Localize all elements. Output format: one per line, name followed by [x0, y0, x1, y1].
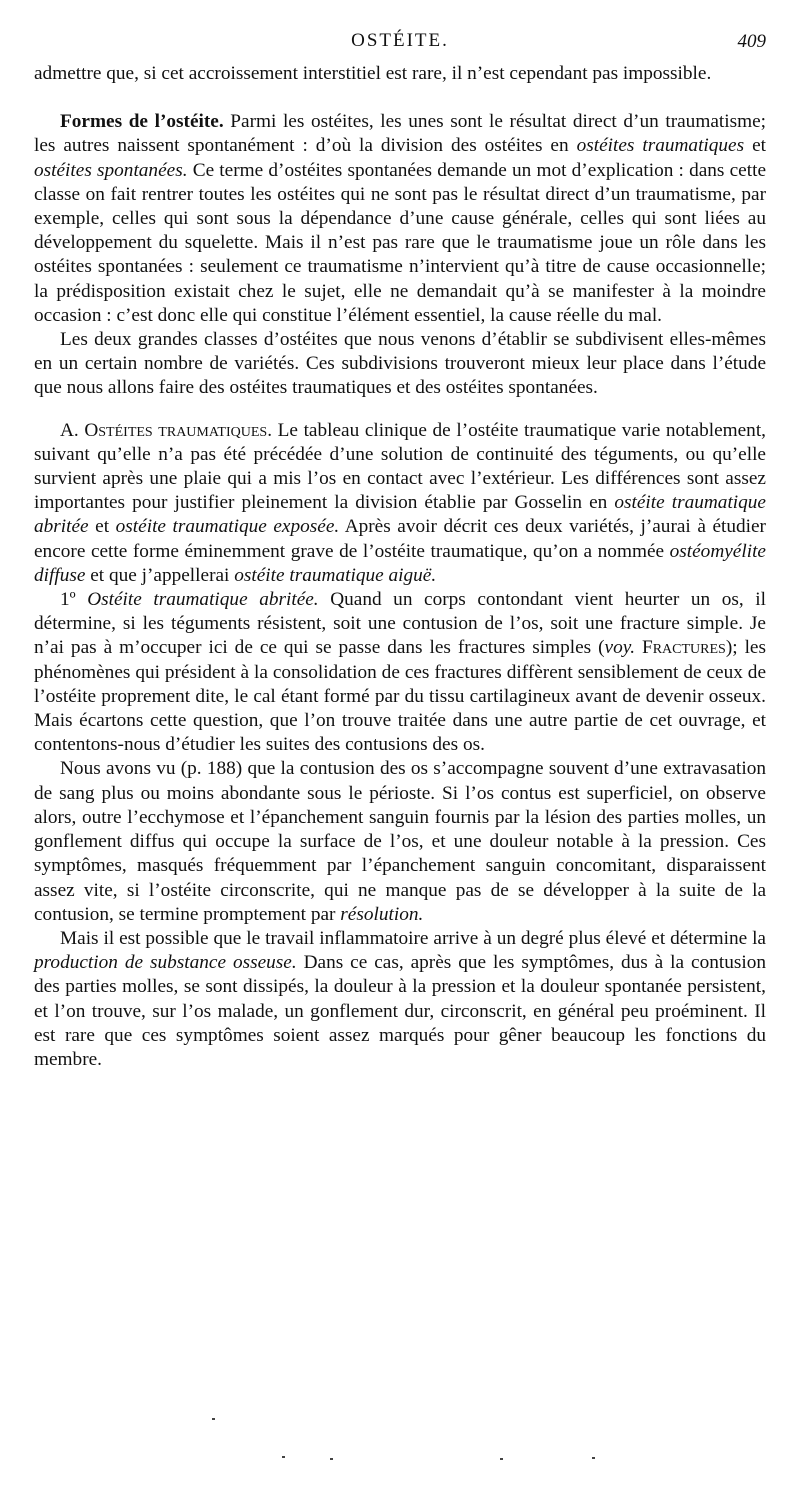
page-header: [34, 30, 766, 56]
paragraph-text: Nous avons vu (p. 188) que la contusion des os s’accompagne souvent d’une extravasation de sang plus ou moins abondante sous le périoste. Si l’os contus est superficiel, on observe alors, outre l’ecchymose et l’épanchement sanguin fournis par la lésion des parties molles, un gonflement diffus qui occupe la surface de l’os, et une douleur notable à la pression. Ces symptômes, masqués fréquemment par l’épanchement sanguin concomitant, disparaissent assez vite, si l’ostéite circonscrite, qui ne manque pas de se développer à la suite de la contusion, se termine promptement par: [34, 758, 766, 925]
paragraph-text: Les deux grandes classes d’ostéites que nous venons d’établir se subdivisent elles-mêmes en un certain nombre de variétés. Ces subdivisions trouveront mieux leur place dans l’étude que nous allons faire des ostéites traumatiques et des ostéites spontanées.: [34, 329, 766, 399]
page-number: 409: [737, 31, 766, 52]
italic-term: résolution.: [340, 903, 424, 925]
paragraph-classes: [34, 328, 766, 401]
paragraph-traumatic: [34, 419, 766, 588]
section-heading-forms: Formes de l’ostéite.: [60, 111, 224, 133]
running-title: OSTÉITE.: [351, 30, 449, 51]
cross-reference: Fractures: [635, 637, 726, 659]
italic-term: ostéite traumatique exposée.: [115, 516, 340, 538]
paragraph-production: [34, 927, 766, 1072]
italic-term: ostéites traumatiques: [576, 135, 745, 157]
paragraph-text: ); les phénomènes qui président à la consolidation de ces fractures diffèrent sensiblement de ceux de l’ostéite proprement dite, le cal étant formé par du tissu cartilagineux avant de devenir osseux. Mais écartons cette question, que l’on trouve traitée dans une autre partie de cet ouvrage, et contentons-nous d’étudier les suites des contusions des os.: [34, 637, 766, 756]
italic-term: ostéite traumatique abritée: [34, 492, 766, 538]
italic-term: ostéomyélite diffuse: [34, 540, 766, 586]
print-speck: [330, 1458, 333, 1460]
paragraph-text: Ce terme d’ostéites spontanées demande un mot d’explication : dans cette classe on fait rentrer toutes les ostéites qui ne sont pas le résultat direct d’un traumatisme, par exemple, celles qui sont sous la dépendance d’une cause générale, celles qui sont liées au développement du squelette. Mais il n’est pas rare que le traumatisme joue un rôle dans les ostéites spontanées : seulement ce traumatisme n’intervient qu’à titre de cause occasionnelle; la prédisposition existait chez le sujet, elle ne demandait qu’à se manifester à la moindre occasion : c’est donc elle qui constitue l’élément essentiel, la cause réelle du mal.: [34, 159, 766, 326]
paragraph-forms: [34, 110, 766, 328]
italic-term: production de substance osseuse.: [34, 952, 297, 974]
print-speck: [592, 1457, 595, 1459]
list-number: 1º: [60, 589, 88, 611]
paragraph-text: Parmi les ostéites, les unes sont le résultat direct d’un traumatisme; les autres naissent spontanément : d’où la division des ostéites en: [34, 111, 767, 157]
paragraph-text: et: [744, 135, 766, 157]
paragraph-abritee: [34, 588, 766, 757]
paragraph-text: Mais il est possible que le travail inflammatoire arrive à un degré plus élevé et détermine la: [60, 927, 766, 949]
section-heading-traumatic: A. Ostéites traumatiques.: [60, 419, 273, 441]
italic-term: voy.: [604, 637, 636, 659]
paragraph-text: admettre que, si cet accroissement interstitiel est rare, il n’est cependant pas impossible.: [34, 63, 712, 84]
paragraph-text: Après avoir décrit ces deux variétés, j’aurai à étudier encore cette forme éminemment grave de l’ostéite traumatique, qu’on a nommée: [34, 516, 766, 562]
italic-term: ostéites spontanées.: [34, 159, 188, 181]
paragraph-contusion: [34, 757, 766, 926]
subsection-heading-abritee: Ostéite traumatique abritée.: [87, 589, 319, 611]
paragraph-text: et que j’appellerai: [85, 564, 235, 586]
print-speck: [212, 1418, 215, 1420]
print-speck: [282, 1456, 285, 1458]
paragraph-text: Quand un corps contondant vient heurter un os, il détermine, si les téguments résistent, soit une contusion de l’os, soit une fracture simple. Je n’ai pas à m’occuper ici de ce qui se passe dans les fractures simples (: [34, 589, 766, 659]
italic-term: ostéite traumatique aiguë.: [234, 564, 437, 586]
print-speck: [500, 1458, 503, 1460]
page-body: [34, 62, 766, 1072]
paragraph-text: Dans ce cas, après que les symptômes, dus à la contusion des parties molles, se sont dissipés, la douleur à la pression et la douleur spontanée persistent, et l’on trouve, sur l’os malade, un gonflement dur, circonscrit, en général peu proéminent. Il est rare que ces symptômes soient assez marqués pour gêner beaucoup les fonctions du membre.: [34, 952, 766, 1070]
paragraph-text: et: [88, 516, 116, 538]
paragraph-continuation: [34, 62, 766, 86]
paragraph-text: Le tableau clinique de l’ostéite traumatique varie notablement, suivant qu’elle n’a pas été précédée d’une solution de continuité des téguments, ou qu’elle survient après une plaie qui a mis l’os en contact avec l’extérieur. Les différences sont assez importantes pour justifier pleinement la division établie par Gosselin en: [34, 419, 766, 514]
